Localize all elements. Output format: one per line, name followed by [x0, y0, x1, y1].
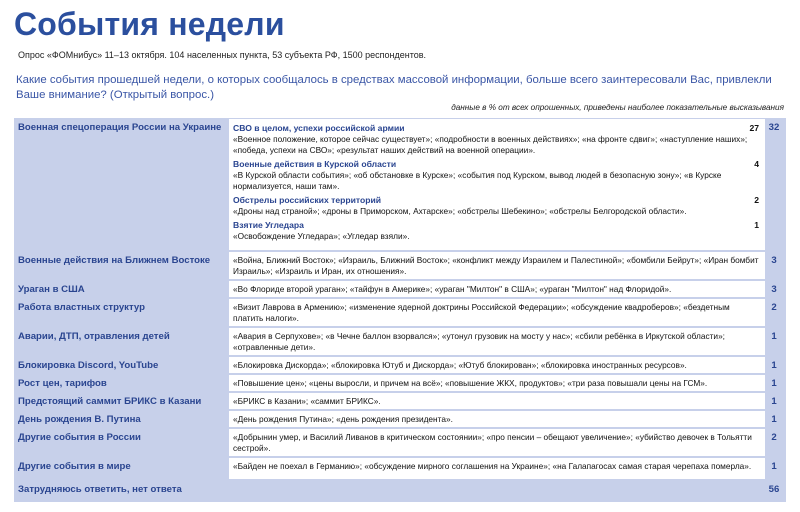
- row-total: 2: [771, 302, 777, 313]
- row-category: Другие события в России: [18, 432, 141, 443]
- row-total: 2: [771, 432, 777, 443]
- sub-category-value: 4: [754, 159, 759, 169]
- row-total: 3: [771, 255, 777, 266]
- sub-category-value: 27: [749, 123, 759, 133]
- row-responses: «Во Флориде второй ураган»; «тайфун в Америке»; «ураган "Милтон" в США»; «ураган "Милтон" над Флоридой».: [229, 281, 765, 297]
- row-category: Блокировка Discord, YouTube: [18, 360, 159, 371]
- row-category: Ураган в США: [18, 284, 85, 295]
- row-category: Предстоящий саммит БРИКС в Казани: [18, 396, 202, 407]
- sub-category-title: Военные действия в Курской области: [233, 159, 397, 169]
- row-category: Аварии, ДТП, отравления детей: [18, 331, 170, 342]
- row-responses: «Война, Ближний Восток»; «Израиль, Ближний Восток»; «конфликт между Израилем и Палестиной»; «бомбили Бейрут»; «Иран бомбит Израиль»; «Израиль и Иран, их отношения».: [229, 252, 765, 279]
- row-category: Рост цен, тарифов: [18, 378, 107, 389]
- table-row: [14, 458, 786, 479]
- row-total: 1: [771, 360, 777, 371]
- table-row: [14, 299, 786, 326]
- sub-category-quotes: «В Курской области события»; «об обстановке в Курске»; «события под Курском, вывод людей в безопасную зону»; «в Курске нормализуется, наши там».: [233, 170, 722, 191]
- sub-category-quotes: «Дроны над страной»; «дроны в Приморском, Ахтарске»; «обстрелы Шебекино»; «обстрелы Белгородской области».: [233, 206, 687, 216]
- table-row-no-answer: [14, 481, 786, 501]
- row-total: 1: [771, 461, 777, 472]
- row-total: 3: [771, 284, 777, 295]
- row-total: 1: [771, 378, 777, 389]
- row-responses: «Добрынин умер, и Василий Ливанов в критическом состоянии»; «про пенсии – обещают увеличение»; «убийство девочек в Тольятти сестрой».: [229, 429, 765, 456]
- sub-category-quotes: «Освобождение Угледара»; «Угледар взяли».: [233, 231, 410, 241]
- data-note: данные в % от всех опрошенных, приведены наиболее показательные высказывания: [451, 103, 784, 112]
- row-category: Военные действия на Ближнем Востоке: [18, 255, 211, 266]
- sub-category-value: 2: [754, 195, 759, 205]
- row-responses: «Повышение цен»; «цены выросли, и причем на всё»; «повышение ЖКХ, продуктов»; «три раза повышали цены на ГСМ».: [229, 375, 765, 391]
- results-table: [14, 118, 786, 502]
- table-row-svo: [14, 119, 786, 250]
- table-row: [14, 411, 786, 427]
- row-total: 32: [768, 122, 780, 133]
- sub-category: [233, 219, 759, 231]
- table-row: [14, 252, 786, 279]
- page-title: События недели: [14, 6, 285, 42]
- sub-category: [233, 194, 759, 206]
- sub-category-title: Взятие Угледара: [233, 220, 304, 230]
- table-row: [14, 357, 786, 373]
- table-row: [14, 393, 786, 409]
- table-row: [14, 328, 786, 355]
- row-category: День рождения В. Путина: [18, 414, 141, 425]
- row-responses: «День рождения Путина»; «день рождения президента».: [229, 411, 765, 427]
- row-responses: «БРИКС в Казани»; «саммит БРИКС».: [229, 393, 765, 409]
- row-category: Военная спецоперация России на Украине: [18, 122, 222, 133]
- row-category: Другие события в мире: [18, 461, 131, 472]
- row-responses: «Блокировка Дискорда»; «блокировка Ютуб и Дискорда»; «Ютуб блокирован»; «блокировка иностранных ресурсов».: [229, 357, 765, 373]
- row-category: Затрудняюсь ответить, нет ответа: [18, 484, 182, 495]
- table-row: [14, 375, 786, 391]
- sub-category: [233, 158, 759, 170]
- row-total: 56: [768, 484, 780, 495]
- row-responses: «Визит Лаврова в Армению»; «изменение ядерной доктрины Российской Федерации»; «обсуждение квадроберов»; «бездетным платить налоги».: [229, 299, 765, 326]
- row-total: 1: [771, 396, 777, 407]
- row-responses: «Байден не поехал в Германию»; «обсуждение мирного соглашения на Украине»; «на Галапагосах самая старая черепаха померла».: [229, 458, 765, 479]
- row-responses: «Авария в Серпухове»; «в Чечне баллон взорвался»; «утонул грузовик на мосту у нас»; «сбили ребёнка в Иркутской области»; «отравленные дети».: [229, 328, 765, 355]
- row-responses: [229, 119, 765, 250]
- row-total: 1: [771, 331, 777, 342]
- survey-question: Какие события прошедшей недели, о которых сообщалось в средствах массовой информации, больше всего заинтересовали Вас, привлекли Ваше внимание? (Открытый вопрос.): [16, 74, 772, 101]
- sub-category: [233, 122, 759, 134]
- row-total: 1: [771, 414, 777, 425]
- row-category: Работа властных структур: [18, 302, 145, 313]
- table-row: [14, 281, 786, 297]
- survey-info: Опрос «ФОМнибус» 11–13 октября. 104 населенных пункта, 53 субъекта РФ, 1500 респондентов.: [18, 50, 427, 60]
- table-row: [14, 429, 786, 456]
- sub-category-title: Обстрелы российских территорий: [233, 195, 382, 205]
- sub-category-quotes: «Военное положение, которое сейчас существует»; «подробности в военных действиях»; «на фронте сдвиг»; «наступление наших»; «победа, успехи на СВО»; «результат наших действий на военной операции».: [233, 134, 748, 155]
- sub-category-value: 1: [754, 220, 759, 230]
- sub-category-title: СВО в целом, успехи российской армии: [233, 123, 405, 133]
